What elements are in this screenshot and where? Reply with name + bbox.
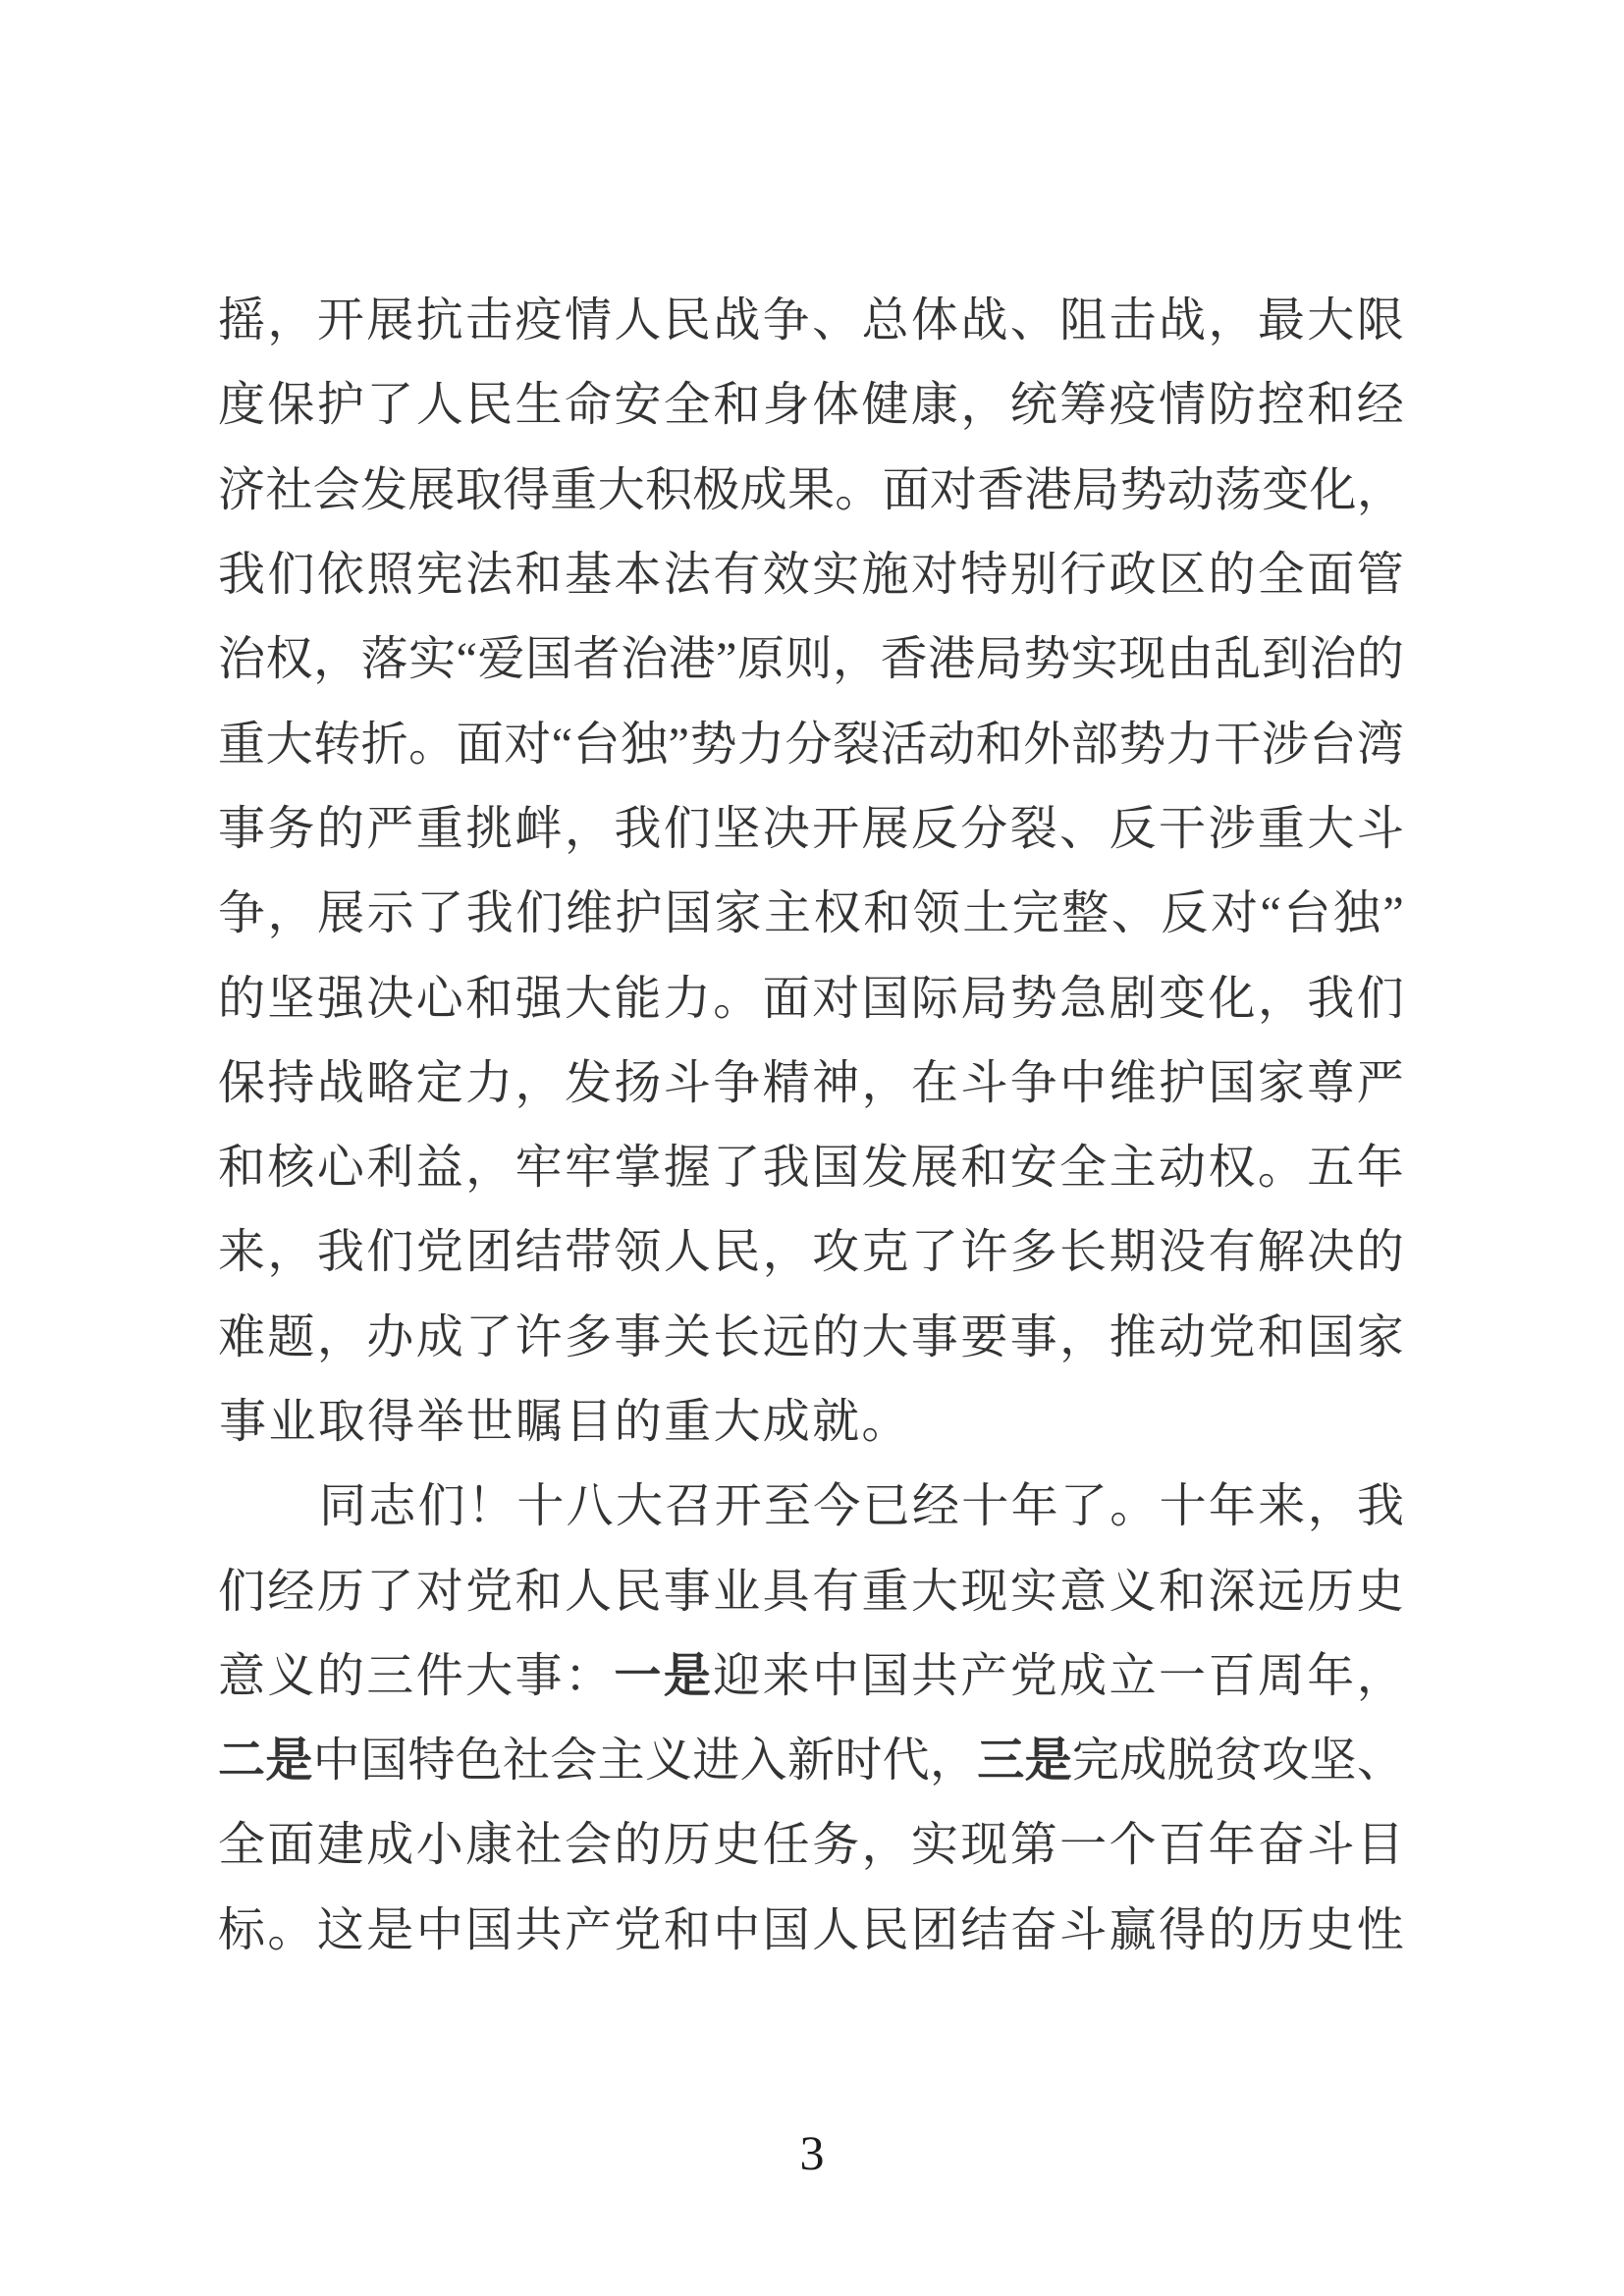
text-line: 争 ， 展 示 了 我 们 维 护 国 家 主 权 和 领 土 完 整 、 反 对 “ 台 独 ” — [218, 887, 1404, 940]
paragraph-indent — [218, 1507, 317, 1508]
text-line: 济 社 会 发 展 取 得 重 大 积 极 成 果 。 面 对 香 港 局 势 动 荡 变 化 ， — [218, 463, 1404, 516]
text-line: 二 是 中 国 特 色 社 会 主 义 进 入 新 时 代 ， 三 是 完 成 脱 贫 攻 坚 、 — [218, 1735, 1404, 1788]
text-line: 标 。 这 是 中 国 共 产 党 和 中 国 人 民 团 结 奋 斗 赢 得 的 历 史 性 — [218, 1903, 1404, 1956]
text-line: 事 务 的 严 重 挑 衅 ， 我 们 坚 决 开 展 反 分 裂 、 反 干 涉 重 大 斗 — [218, 802, 1404, 855]
text-line: 意 义 的 三 件 大 事 ： 一 是 迎 来 中 国 共 产 党 成 立 一 百 周 年 ， — [218, 1649, 1404, 1702]
text-line: 来 ， 我 们 党 团 结 带 领 人 民 ， 攻 克 了 许 多 长 期 没 有 解 决 的 — [218, 1226, 1404, 1279]
text-line: 的 坚 强 决 心 和 强 大 能 力 。 面 对 国 际 局 势 急 剧 变 化 ， 我 们 — [218, 972, 1404, 1025]
text-line: 治 权 ， 落 实 “ 爱 国 者 治 港 ” 原 则 ， 香 港 局 势 实 现 由 乱 到 治 的 — [218, 633, 1404, 686]
text-block — [218, 279, 1404, 1973]
text-line: 保 持 战 略 定 力 ， 发 扬 斗 争 精 神 ， 在 斗 争 中 维 护 国 家 尊 严 — [218, 1056, 1404, 1109]
text-line: 事 业 取 得 举 世 瞩 目 的 重 大 成 就 。 — [219, 1396, 909, 1448]
text-line: 和 核 心 利 益 ， 牢 牢 掌 握 了 我 国 发 展 和 安 全 主 动 权 。 五 年 — [218, 1142, 1404, 1195]
text-line: 度 保 护 了 人 民 生 命 安 全 和 身 体 健 康 ， 统 筹 疫 情 防 控 和 经 — [218, 379, 1404, 432]
text-line: 同 志 们 ！ 十 八 大 召 开 至 今 已 经 十 年 了 。 十 年 来 ， 我 — [218, 1465, 1404, 1549]
text-line: 难 题 ， 办 成 了 许 多 事 关 长 远 的 大 事 要 事 ， 推 动 党 和 国 家 — [218, 1310, 1404, 1363]
text-line: 重 大 转 折 。 面 对 “ 台 独 ” 势 力 分 裂 活 动 和 外 部 势 力 干 涉 台 湾 — [218, 718, 1404, 771]
text-line: 摇 ， 开 展 抗 击 疫 情 人 民 战 争 、 总 体 战 、 阻 击 战 ， 最 大 限 — [218, 294, 1404, 347]
text-line: 们 经 历 了 对 党 和 人 民 事 业 具 有 重 大 现 实 意 义 和 深 远 历 史 — [218, 1565, 1404, 1618]
text-line: 我 们 依 照 宪 法 和 基 本 法 有 效 实 施 对 特 别 行 政 区 的 全 面 管 — [218, 549, 1404, 602]
text-line: 全 面 建 成 小 康 社 会 的 历 史 任 务 ， 实 现 第 一 个 百 年 奋 斗 目 — [218, 1819, 1404, 1872]
page-number: 3 — [799, 2125, 825, 2180]
